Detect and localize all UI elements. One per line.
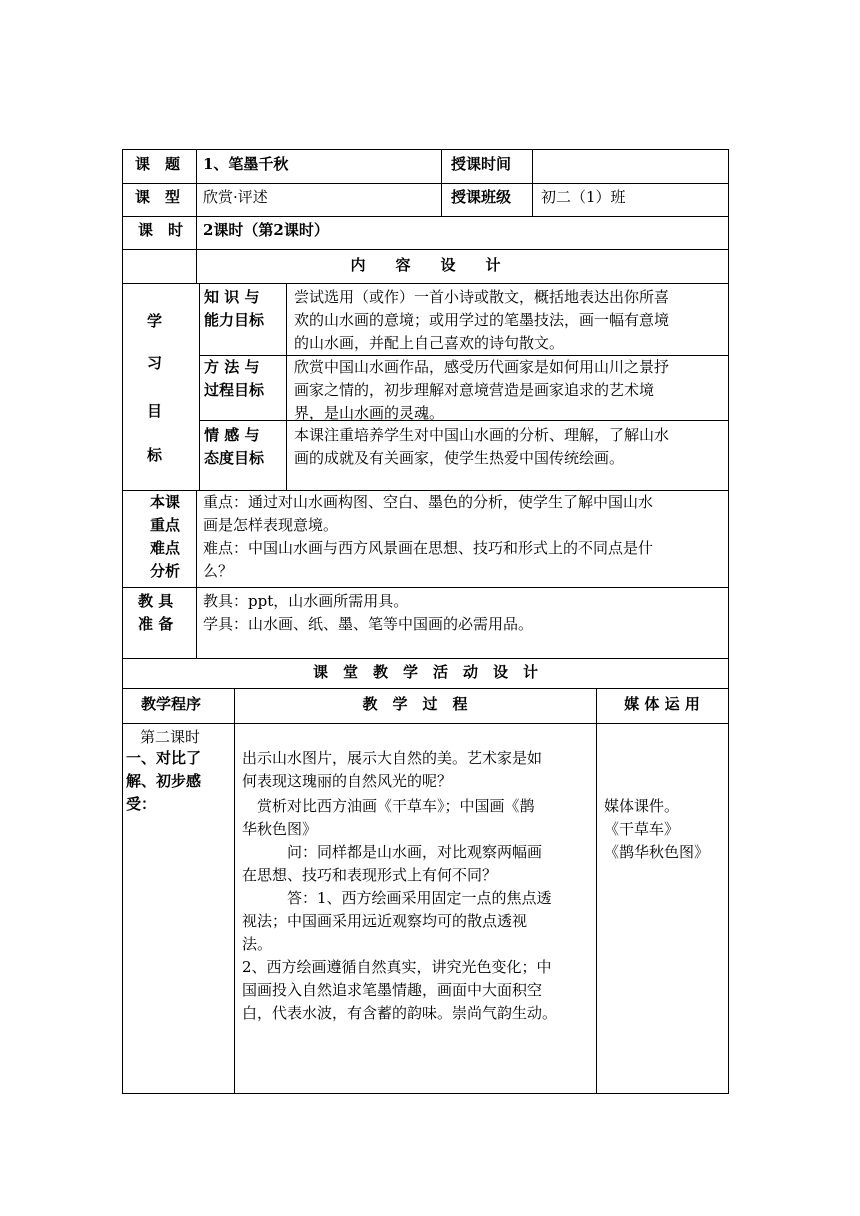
key-points-label: 分析	[150, 562, 181, 580]
process-line: 国画投入自然追求笔墨情趣，画面中大面积空	[242, 981, 543, 999]
objective-label-emotion: 态度目标	[204, 449, 265, 467]
class-label: 授课班级	[451, 188, 512, 206]
teach-time-label: 授课时间	[451, 155, 512, 173]
process-line: 2、西方绘画遵循自然真实，讲究光色变化；中	[242, 958, 552, 976]
process-line: 出示山水图片，展示大自然的美。艺术家是如	[242, 749, 543, 767]
objective-text-emotion: 本课注重培养学生对中国山水画的分析、理解，了解山水	[294, 426, 670, 444]
type-value: 欣赏·评述	[203, 188, 268, 206]
objective-text-method: 欣赏中国山水画作品，感受历代画家是如何用山川之景抒	[294, 358, 670, 376]
activity-design-title: 课 堂 教 学 活 动 设 计	[312, 663, 538, 681]
column-header-procedure: 教学程序	[141, 695, 202, 713]
objectives-side-label: 目	[147, 402, 163, 420]
objective-text-emotion: 画的成就及有关画家，使学生热爱中国传统绘画。	[294, 449, 625, 467]
media-item: 《鹊华秋色图》	[604, 843, 710, 861]
row-divider	[123, 249, 728, 250]
objectives-side-label: 标	[147, 446, 163, 464]
key-points-label: 难点	[150, 539, 181, 557]
preparation-text: 学具：山水画、纸、墨、笔等中国画的必需用品。	[203, 615, 534, 633]
process-line: 答：1、西方绘画采用固定一点的焦点透	[242, 889, 552, 907]
column-header-process: 教 学 过 程	[362, 695, 468, 713]
process-line: 视法；中国画采用远近观察均可的散点透视	[242, 912, 528, 930]
topic-label: 课 题	[135, 155, 181, 173]
procedure-step: 解、初步感	[126, 772, 202, 790]
row-divider	[123, 216, 728, 217]
column-divider	[286, 283, 287, 490]
process-line: 何表现这瑰丽的自然风光的呢？	[242, 772, 453, 790]
column-divider	[441, 150, 442, 216]
row-divider	[123, 587, 728, 588]
objective-text-knowledge: 欢的山水画的意境；或用学过的笔墨技法，画一幅有意境	[294, 311, 670, 329]
class-value: 初二（1）班	[541, 188, 626, 206]
objective-label-knowledge: 知 识 与	[204, 288, 260, 306]
procedure-step: 受：	[126, 795, 157, 813]
objective-text-method: 界，是山水画的灵魂。	[294, 404, 445, 422]
objectives-side-label: 学	[147, 312, 163, 330]
process-line: 法。	[242, 935, 273, 953]
preparation-text: 教具：ppt，山水画所需用具。	[203, 592, 409, 610]
objective-label-knowledge: 能力目标	[204, 311, 265, 329]
type-label: 课 型	[135, 188, 181, 206]
objectives-side-label: 习	[147, 354, 163, 372]
row-divider	[199, 420, 728, 421]
key-points-label: 本课	[150, 493, 181, 511]
row-divider	[123, 688, 728, 689]
key-points-text: 么？	[203, 562, 234, 580]
key-points-text: 难点：中国山水画与西方风景画在思想、技巧和形式上的不同点是什	[203, 539, 654, 557]
column-divider	[196, 490, 197, 658]
session-label: 第二课时	[140, 728, 201, 746]
objective-label-method: 过程目标	[204, 381, 265, 399]
procedure-step: 一、对比了	[126, 749, 202, 767]
media-item: 《干草车》	[604, 820, 680, 838]
column-divider	[199, 283, 200, 490]
media-item: 媒体课件。	[604, 797, 680, 815]
process-line: 华秋色图》	[242, 820, 318, 838]
key-points-text: 重点：通过对山水画构图、空白、墨色的分析，使学生了解中国山水	[203, 493, 654, 511]
column-divider	[196, 150, 197, 249]
process-line: 白，代表水波，有含蓄的韵味。崇尚气韵生动。	[242, 1004, 558, 1022]
key-points-text: 画是怎样表现意境。	[203, 516, 339, 534]
row-divider	[123, 183, 728, 184]
column-divider	[596, 688, 597, 1093]
column-divider	[532, 150, 533, 216]
objective-text-knowledge: 尝试选用（或作）一首小诗或散文，概括地表达出你所喜	[294, 288, 670, 306]
hours-value: 2课时（第2课时）	[203, 221, 329, 239]
row-divider	[123, 283, 728, 284]
objective-label-method: 方 法 与	[204, 358, 260, 376]
process-line: 在思想、技巧和表现形式上有何不同？	[242, 866, 498, 884]
process-line: 赏析对比西方油画《干草车》；中国画《鹊	[242, 797, 535, 815]
row-divider	[123, 723, 728, 724]
row-divider	[123, 658, 728, 659]
preparation-label: 教 具	[138, 592, 174, 610]
topic-value: 1、笔墨千秋	[203, 155, 289, 173]
objective-text-knowledge: 的山水画，并配上自己喜欢的诗句散文。	[294, 334, 565, 352]
objective-label-emotion: 情 感 与	[204, 426, 260, 444]
objective-text-method: 画家之情的，初步理解对意境营造是画家追求的艺术境	[294, 381, 655, 399]
key-points-label: 重点	[150, 516, 181, 534]
content-design-title: 内 容 设 计	[350, 256, 501, 274]
lesson-plan-table	[122, 149, 729, 1094]
preparation-label: 准 备	[138, 615, 174, 633]
process-line: 问：同样都是山水画，对比观察两幅画	[242, 843, 543, 861]
hours-label: 课 时	[138, 221, 184, 239]
column-header-media: 媒 体 运 用	[624, 695, 700, 713]
column-divider	[234, 688, 235, 1093]
